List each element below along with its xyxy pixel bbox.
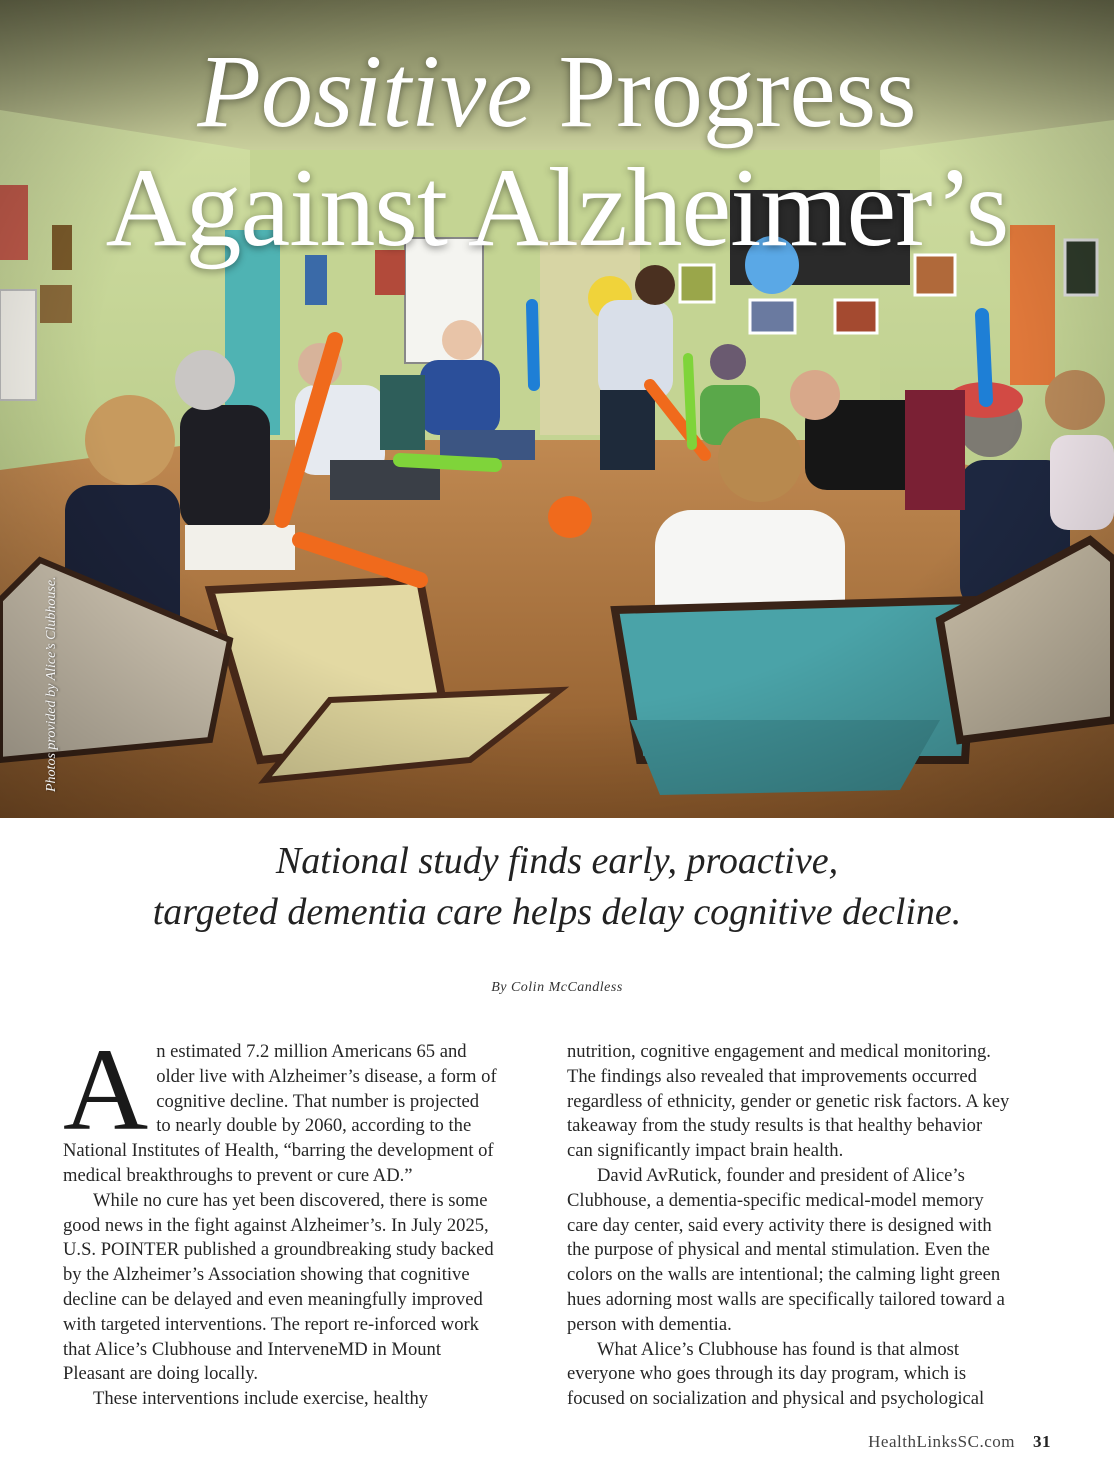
drop-cap: A bbox=[63, 1024, 149, 1155]
paragraph bbox=[567, 1338, 1053, 1412]
text-line: n estimated 7.2 million Americans 65 and bbox=[156, 1041, 467, 1062]
text-line: by the Alzheimer’s Association showing that cognitive bbox=[63, 1264, 470, 1286]
body-column-right bbox=[567, 1040, 1053, 1412]
byline: By Colin McCandless bbox=[491, 980, 623, 995]
text-line: regardless of ethnicity, gender or genetic risk factors. A key bbox=[567, 1090, 1010, 1112]
text-line: hues adorning most walls are specifically tailored toward a bbox=[567, 1288, 1005, 1310]
text-line: David AvRutick, founder and president of Alice’s bbox=[597, 1164, 965, 1186]
text-line: What Alice’s Clubhouse has found is that almost bbox=[597, 1338, 960, 1360]
paragraph bbox=[63, 1189, 549, 1387]
text-line: older live with Alzheimer’s disease, a form of bbox=[156, 1065, 497, 1087]
deck-line-2: targeted dementia care helps delay cognitive decline. bbox=[152, 891, 962, 933]
page-number: 31 bbox=[1033, 1432, 1051, 1451]
deck-line-1: National study finds early, proactive, bbox=[275, 840, 839, 882]
paragraph bbox=[567, 1164, 1053, 1338]
headline-line1-rest: Progress bbox=[558, 34, 917, 149]
text-line: focused on socialization and physical and psychological bbox=[567, 1388, 985, 1410]
text-line: person with dementia. bbox=[567, 1313, 732, 1335]
headline-italic-word: Positive bbox=[197, 34, 533, 149]
site-url: HealthLinksSC.com bbox=[868, 1432, 1015, 1451]
text-line: nutrition, cognitive engagement and medical monitoring. bbox=[567, 1041, 991, 1062]
text-line: with targeted interventions. The report re-inforced work bbox=[63, 1313, 479, 1335]
text-line: care day center, said every activity there is designed with bbox=[567, 1214, 992, 1236]
text-line: Pleasant are doing locally. bbox=[63, 1363, 258, 1385]
text-line: Clubhouse, a dementia-specific medical-model memory bbox=[567, 1189, 984, 1211]
text-line: National Institutes of Health, “barring the development of bbox=[63, 1140, 494, 1162]
body-column-left bbox=[63, 1024, 549, 1412]
page-footer bbox=[868, 1432, 1051, 1452]
article-headline bbox=[0, 34, 1114, 270]
text-line: decline can be delayed and even meaningfully improved bbox=[63, 1288, 483, 1310]
text-line: can significantly impact brain health. bbox=[567, 1140, 844, 1162]
paragraph bbox=[63, 1387, 549, 1412]
article-deck bbox=[0, 836, 1114, 938]
text-line: everyone who goes through its day program, which is bbox=[567, 1363, 967, 1385]
photo-credit: Photos provided by Alice’s Clubhouse. bbox=[44, 576, 59, 792]
text-line: medical breakthroughs to prevent or cure AD.” bbox=[63, 1164, 413, 1186]
text-line: cognitive decline. That number is projected bbox=[156, 1090, 480, 1112]
text-line: These interventions include exercise, healthy bbox=[93, 1388, 429, 1410]
text-line: While no cure has yet been discovered, there is some bbox=[93, 1189, 488, 1211]
text-line: to nearly double by 2060, according to the bbox=[156, 1115, 472, 1137]
paragraph bbox=[567, 1040, 1053, 1164]
text-line: colors on the walls are intentional; the calming light green bbox=[567, 1264, 1001, 1286]
headline-line2: Against Alzheimer’s bbox=[105, 146, 1009, 270]
text-line: good news in the fight against Alzheimer’s. In July 2025, bbox=[63, 1214, 489, 1236]
text-line: takeaway from the study results is that healthy behavior bbox=[567, 1115, 983, 1137]
text-line: The findings also revealed that improvements occurred bbox=[567, 1065, 977, 1087]
text-line: that Alice’s Clubhouse and InterveneMD in Mount bbox=[63, 1338, 442, 1360]
text-line: the purpose of physical and mental stimulation. Even the bbox=[567, 1239, 990, 1261]
paragraph-intro bbox=[63, 1024, 549, 1189]
text-line: U.S. POINTER published a groundbreaking study backed bbox=[63, 1239, 494, 1261]
